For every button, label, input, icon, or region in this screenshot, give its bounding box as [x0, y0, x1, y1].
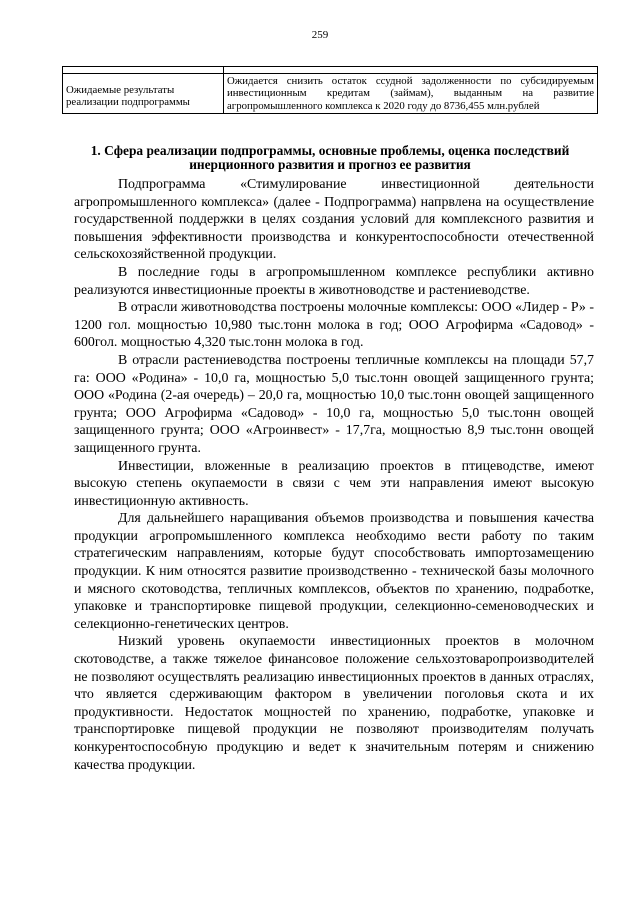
table-cell-label: Ожидаемые результаты реализации подпрограммы: [63, 74, 224, 114]
paragraph: Инвестиции, вложенные в реализацию проектов в птицеводстве, имеют высокую степень окупаемости в связи с чем эти направления имеют высокую инвестиционную активность.: [74, 458, 594, 509]
paragraph: В отрасли животноводства построены молочные комплексы: ООО «Лидер - Р» - 1200 гол. мощностью 10,980 тыс.тонн молока в год; ООО Агрофирма «Садовод» - 600гол. мощностью 4,320 тыс.тонн молока в год.: [74, 300, 594, 351]
table-cell-empty-right: [224, 67, 598, 74]
page-number: 259: [311, 29, 329, 41]
table-cell-value: Ожидается снизить остаток ссудной задолженности по субсидируемым инвестиционным кредитам (займам), выданным на развитие агропромышленного комплекса к 2020 году до 8736,455 млн.рублей: [224, 74, 598, 114]
table-row-empty: [63, 67, 598, 74]
paragraph: Низкий уровень окупаемости инвестиционных проектов в молочном скотоводстве, а также тяжелое финансовое положение сельхозтоваропроизводителей не позволяют осуществлять реализацию инвестиционных проектов в данных отраслях, что является сдерживающим фактором в увеличении поголовья скота и их продуктивности. Недостаток мощностей по хранению, подработке, упаковке и транспортировке пищевой продукции не позволяют производителям получать конкурентоспособную продукцию и ведет к значительным потерям и снижению качества продукции.: [74, 634, 594, 773]
paragraph: Подпрограмма «Стимулирование инвестиционной деятельности агропромышленного комплекса» (далее - Подпрограмма) напрвлена на осуществление государственной поддержки в целях создания условий для комплексного развития и повышения эффективности производства и конкурентоспособности отечественной сельскохозяйственной продукции.: [74, 177, 594, 263]
paragraph: Для дальнейшего наращивания объемов производства и повышения качества продукции агропромышленного комплекса необходимо вести работу по таким стратегическим направлениям, которые будут способствовать импортозамещению продукции. К ним относятся развитие производственно - технической базы молочного и мясного скотоводства, тепличных комплексов, объектов по хранению, подработке, упаковке и транспортировке пищевой продукции, селекционно-семеноводческих и селекционно-генетических центров.: [74, 511, 594, 632]
paragraph: В отрасли растениеводства построены тепличные комплексы на площади 57,7 га: ООО «Родина» - 10,0 га, мощностью 5,0 тыс.тонн овощей защищенного грунта; ООО «Родина (2-ая очередь) – 20,0 га, мощностью 10,0 тыс.тонн овощей защищенного грунта; ООО Агрофирма «Садовод» - 10,0 га, мощностью 5,0 тыс.тонн овощей защищенного грунта; ООО «Агроинвест» - 17,7га, мощностью 8,9 тыс.тонн овощей защищенного грунта.: [74, 352, 594, 456]
table-row: [63, 74, 598, 114]
paragraph: В последние годы в агропромышленном комплексе республики активно реализуются инвестиционные проекты в животноводстве и растениеводстве.: [74, 264, 594, 298]
table-cell-empty-left: [63, 67, 224, 74]
body-text: [74, 176, 594, 774]
results-table: [62, 66, 598, 114]
section-heading: 1. Сфера реализации подпрограммы, основные проблемы, оценка последствий инерционного развития и прогноз ее развития: [90, 143, 570, 173]
